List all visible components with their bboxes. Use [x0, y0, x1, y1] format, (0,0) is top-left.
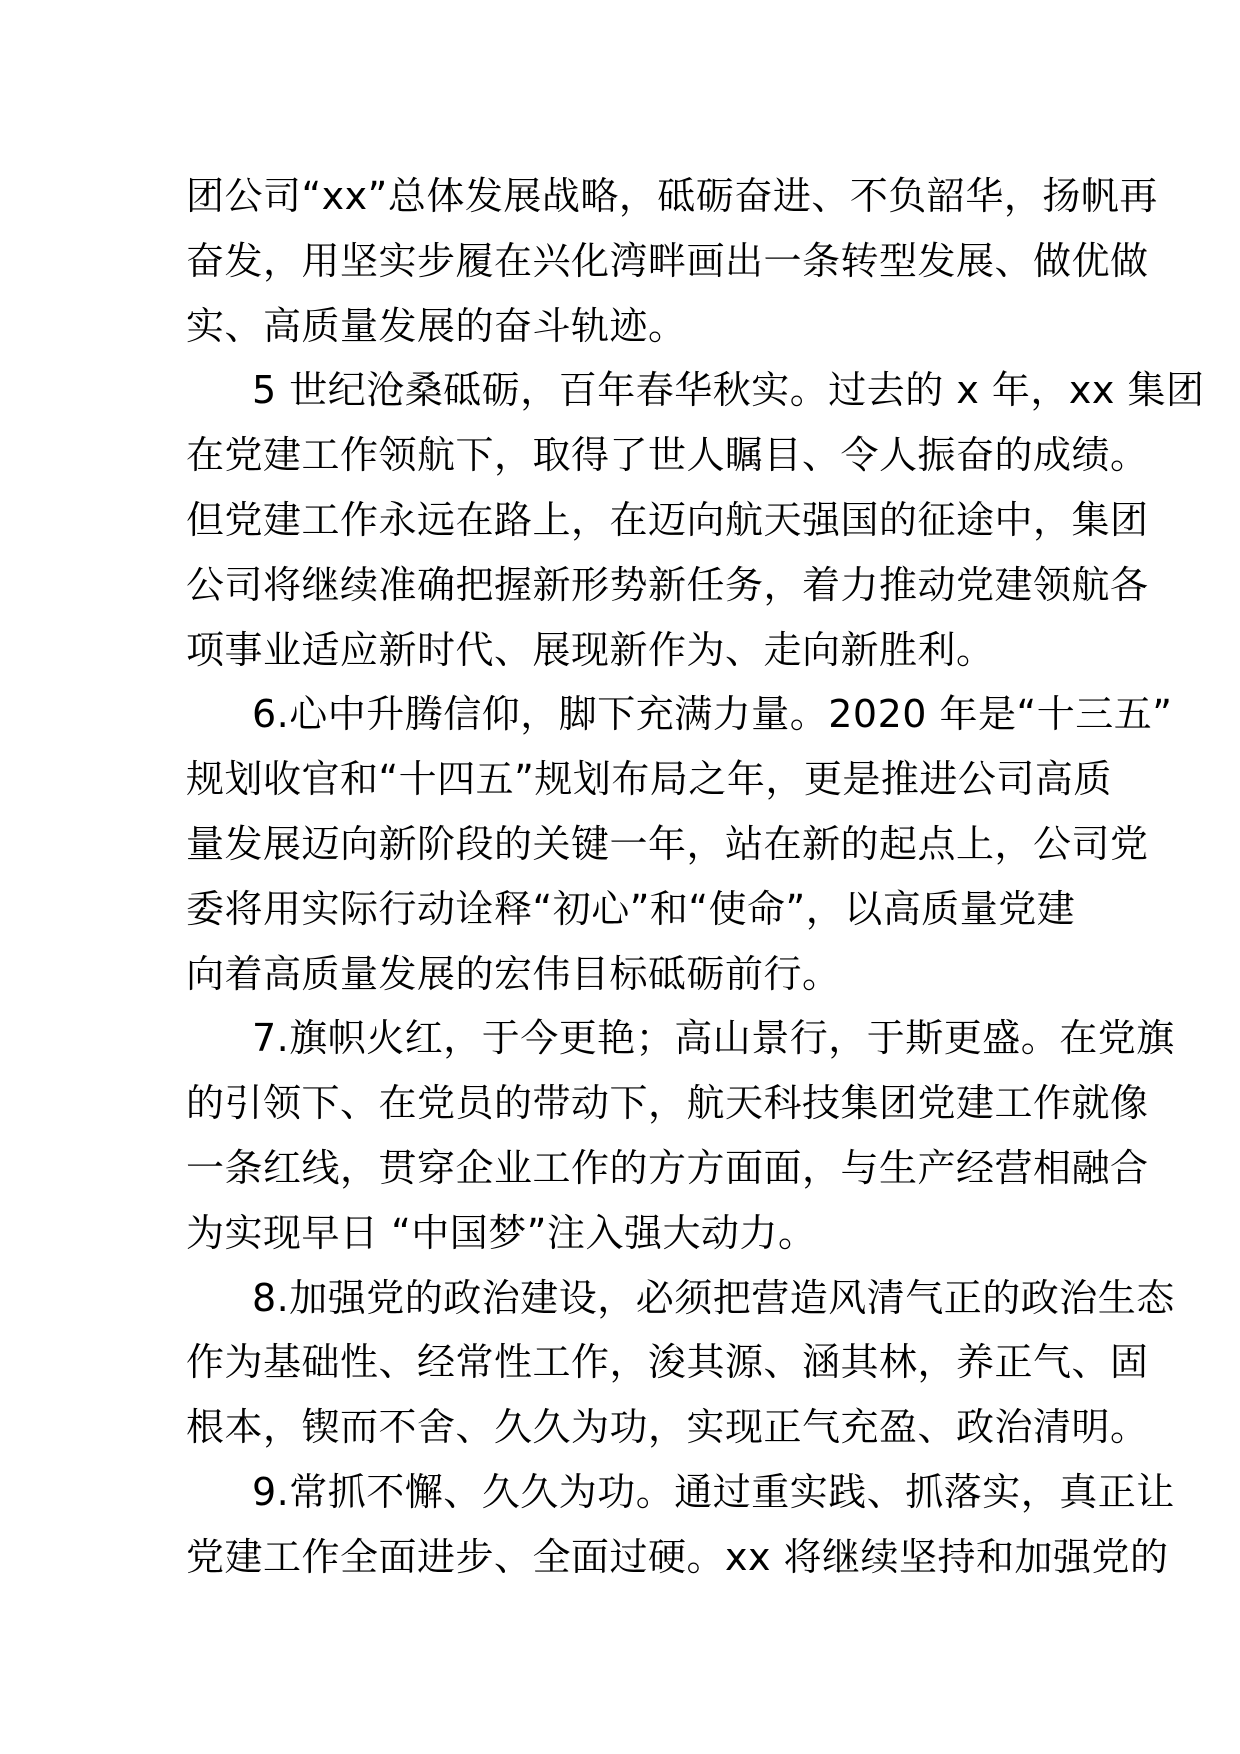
paragraph-5 [186, 358, 1205, 682]
text-line: 但党建工作永远在路上，在迈向航天强国的征途中，集团 [186, 497, 1149, 542]
text-line: 为实现早日 “中国梦”注入强大动力。 [186, 1210, 817, 1255]
body-text [186, 164, 1205, 1590]
paragraph-continuation [186, 164, 1158, 358]
text-line: 7.旗帜火红，于今更艳；高山景行，于斯更盛。在党旗 [252, 1016, 1175, 1061]
text-line: 9.常抓不懈、久久为功。通过重实践、抓落实，真正让 [252, 1469, 1175, 1514]
text-line: 党建工作全面进步、全面过硬。xx 将继续坚持和加强党的 [186, 1534, 1169, 1579]
text-line: 在党建工作领航下，取得了世人瞩目、令人振奋的成绩。 [186, 433, 1149, 478]
text-line: 一条红线，贯穿企业工作的方方面面，与生产经营相融合 [186, 1145, 1149, 1190]
text-line: 6.心中升腾信仰，脚下充满力量。2020 年是“十三五” [252, 692, 1173, 737]
text-line: 5 世纪沧桑砥砺，百年春华秋实。过去的 x 年，xx 集团 [252, 368, 1205, 413]
text-line: 量发展迈向新阶段的关键一年，站在新的起点上，公司党 [186, 821, 1149, 866]
paragraph-8 [186, 1266, 1175, 1460]
paragraph-9 [186, 1460, 1175, 1590]
text-line: 公司将继续准确把握新形势新任务，着力推动党建领航各 [186, 562, 1149, 607]
text-line: 奋发，用坚实步履在兴化湾畔画出一条转型发展、做优做 [186, 238, 1149, 283]
paragraph-7 [186, 1006, 1175, 1265]
text-line: 的引领下、在党员的带动下，航天科技集团党建工作就像 [186, 1081, 1149, 1126]
text-line: 实、高质量发展的奋斗轨迹。 [186, 303, 687, 348]
text-line: 项事业适应新时代、展现新作为、走向新胜利。 [186, 627, 995, 672]
text-line: 向着高质量发展的宏伟目标砥砺前行。 [186, 951, 841, 996]
text-line: 委将用实际行动诠释“初心”和“使命”，以高质量党建 [186, 886, 1076, 931]
paragraph-6 [186, 682, 1173, 1006]
text-line: 规划收官和“十四五”规划布局之年，更是推进公司高质 [186, 757, 1112, 802]
text-line: 根本，锲而不舍、久久为功，实现正气充盈、政治清明。 [186, 1405, 1149, 1450]
text-line: 团公司“xx”总体发展战略，砥砺奋进、不负韶华，扬帆再 [186, 174, 1158, 218]
text-line: 作为基础性、经常性工作，浚其源、涵其林，养正气、固 [186, 1340, 1149, 1385]
text-line: 8.加强党的政治建设，必须把营造风清气正的政治生态 [252, 1275, 1175, 1320]
